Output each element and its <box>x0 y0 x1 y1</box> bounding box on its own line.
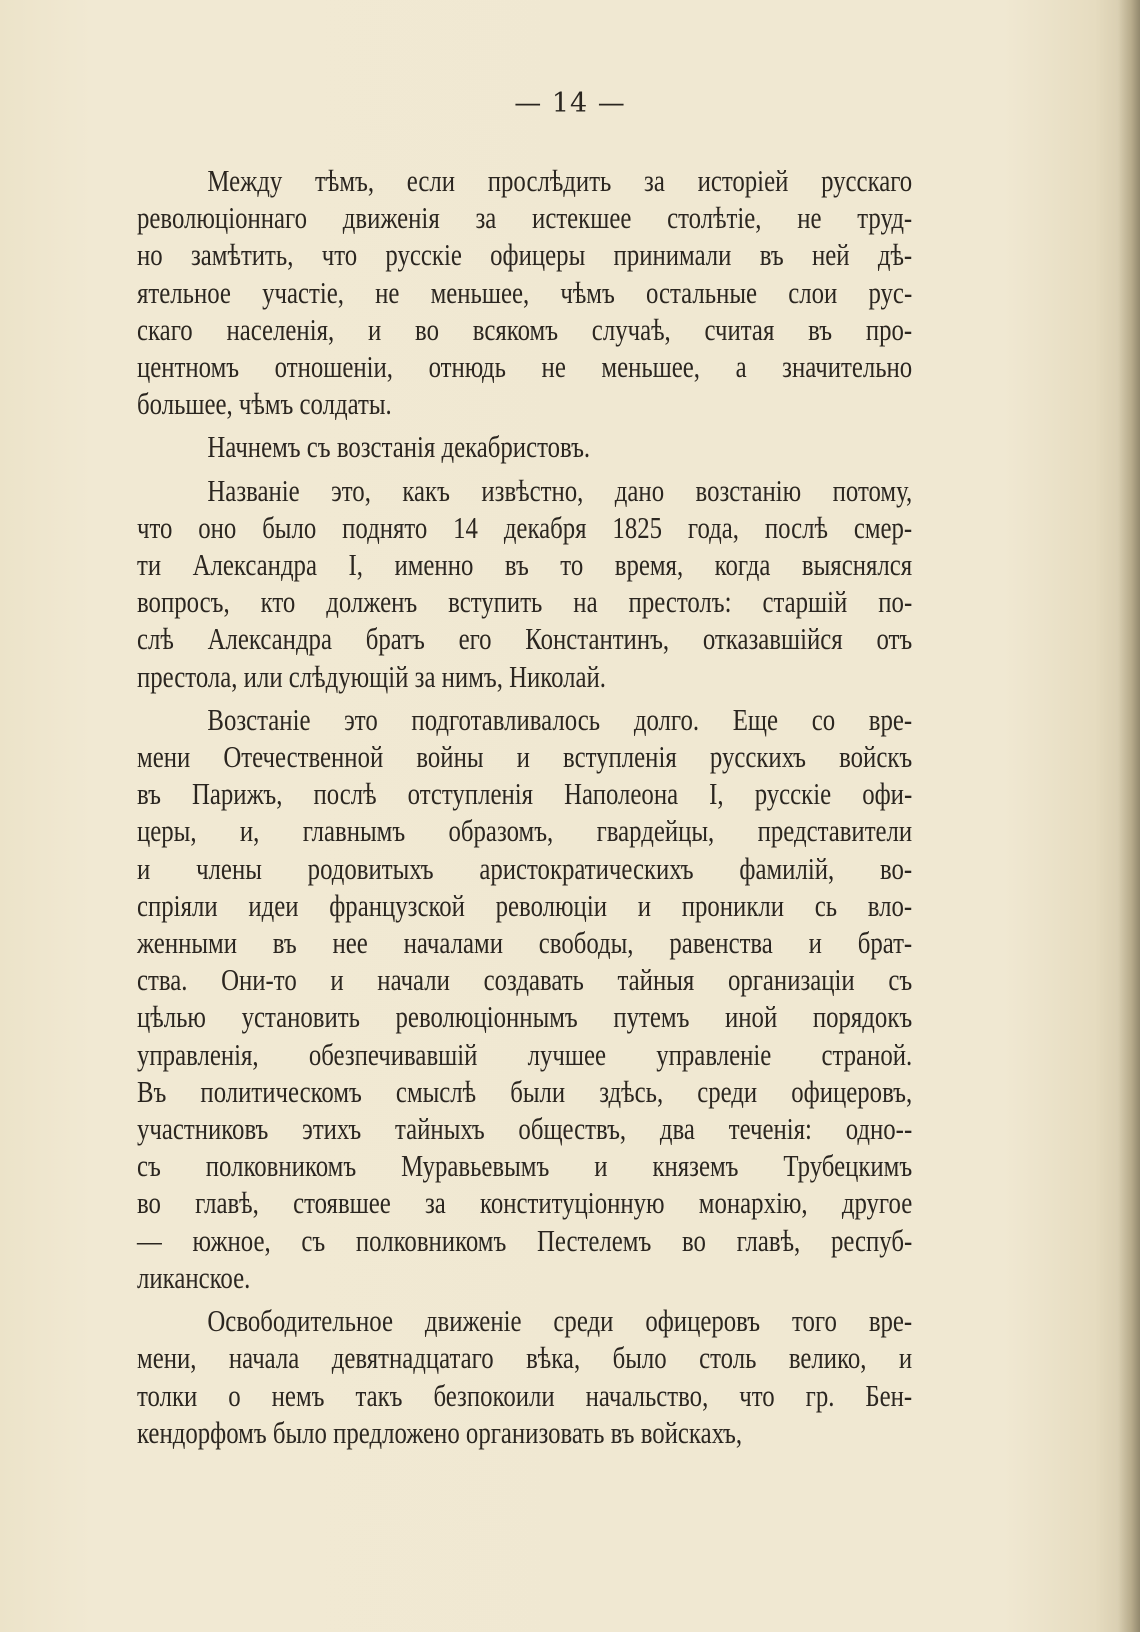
text-line: скаго населенія, и во всякомъ случаѣ, считая въ про- <box>137 311 913 347</box>
text-line: ликанское. <box>137 1259 251 1295</box>
text-line: Въ политическомъ смыслѣ были здѣсь, среди офицеровъ, <box>137 1073 913 1109</box>
text-line: вопросъ, кто долженъ вступить на престолъ: старшій по- <box>137 584 913 620</box>
text-line: управленія, обезпечивавшій лучшее управленіе страной. <box>137 1036 913 1072</box>
page-edge-shadow <box>1118 0 1140 1632</box>
paragraph <box>137 428 912 465</box>
text-line: ятельное участіе, не меньшее, чѣмъ остальные слои рус- <box>137 274 913 310</box>
text-line: Возстаніе это подготавливалось долго. Еще со вре- <box>207 701 913 737</box>
text-line: Начнемъ съ возстанія декабристовъ. <box>207 429 591 465</box>
text-line: Названіе это, какъ извѣстно, дано возстанію потому, <box>207 472 913 508</box>
text-line: Между тѣмъ, если прослѣдить за исторіей русскаго <box>207 163 913 198</box>
text-line: кендорфомъ было предложено организовать въ войскахъ, <box>137 1414 743 1450</box>
text-line: мени, начала девятнадцатаго вѣка, было столь велико, и <box>137 1340 913 1376</box>
text-line: во главѣ, стоявшее за конституціонную монархію, другое <box>137 1185 913 1221</box>
text-line: большее, чѣмъ солдаты. <box>137 386 392 422</box>
text-line: участниковъ этихъ тайныхъ обществъ, два теченія: одно-- <box>137 1111 913 1147</box>
text-line: цѣлью установить революціоннымъ путемъ иной порядокъ <box>137 999 913 1035</box>
text-line: ства. Они-то и начали создавать тайныя организаціи съ <box>137 962 913 998</box>
text-line: центномъ отношеніи, отнюдь не меньшее, а значительно <box>137 349 913 385</box>
text-line: ти Александра I, именно въ то время, когда выяснялся <box>137 547 913 583</box>
paragraph <box>137 162 912 422</box>
text-line: но замѣтить, что русскіе офицеры принимали въ ней дѣ- <box>137 237 913 273</box>
text-line: и члены родовитыхъ аристократическихъ фамилій, во- <box>137 850 913 886</box>
text-line: слѣ Александра братъ его Константинъ, отказавшійся отъ <box>137 621 913 657</box>
text-line: женными въ нее началами свободы, равенства и брат- <box>137 925 913 961</box>
text-line: толки о немъ такъ безпокоили начальство, что гр. Бен- <box>137 1377 913 1413</box>
paragraph <box>137 1302 912 1451</box>
text-line: революціоннаго движенія за истекшее столѣтіе, не труд- <box>137 200 913 236</box>
text-line: — южное, съ полковникомъ Пестелемъ во главѣ, респуб- <box>137 1222 913 1258</box>
page-number: — 14 — <box>514 88 626 119</box>
text-line: церы, и, главнымъ образомъ, гвардейцы, представители <box>137 813 913 849</box>
text-line: спріяли идеи французской революціи и проникли сь вло- <box>137 887 913 923</box>
text-line: мени Отечественной войны и вступленія русскихъ войскъ <box>137 739 913 775</box>
body-text <box>137 162 913 1457</box>
paragraph <box>137 472 912 695</box>
paragraph <box>137 701 912 1296</box>
text-line: Освободительное движеніе среди офицеровъ того вре- <box>207 1303 913 1339</box>
text-line: съ полковникомъ Муравьевымъ и княземъ Трубецкимъ <box>137 1148 913 1184</box>
text-line: что оно было поднято 14 декабря 1825 года, послѣ смер- <box>137 509 913 545</box>
text-line: въ Парижъ, послѣ отступленія Наполеона I, русскіе офи- <box>137 776 913 812</box>
text-line: престола, или слѣдующій за нимъ, Николай. <box>137 658 607 694</box>
